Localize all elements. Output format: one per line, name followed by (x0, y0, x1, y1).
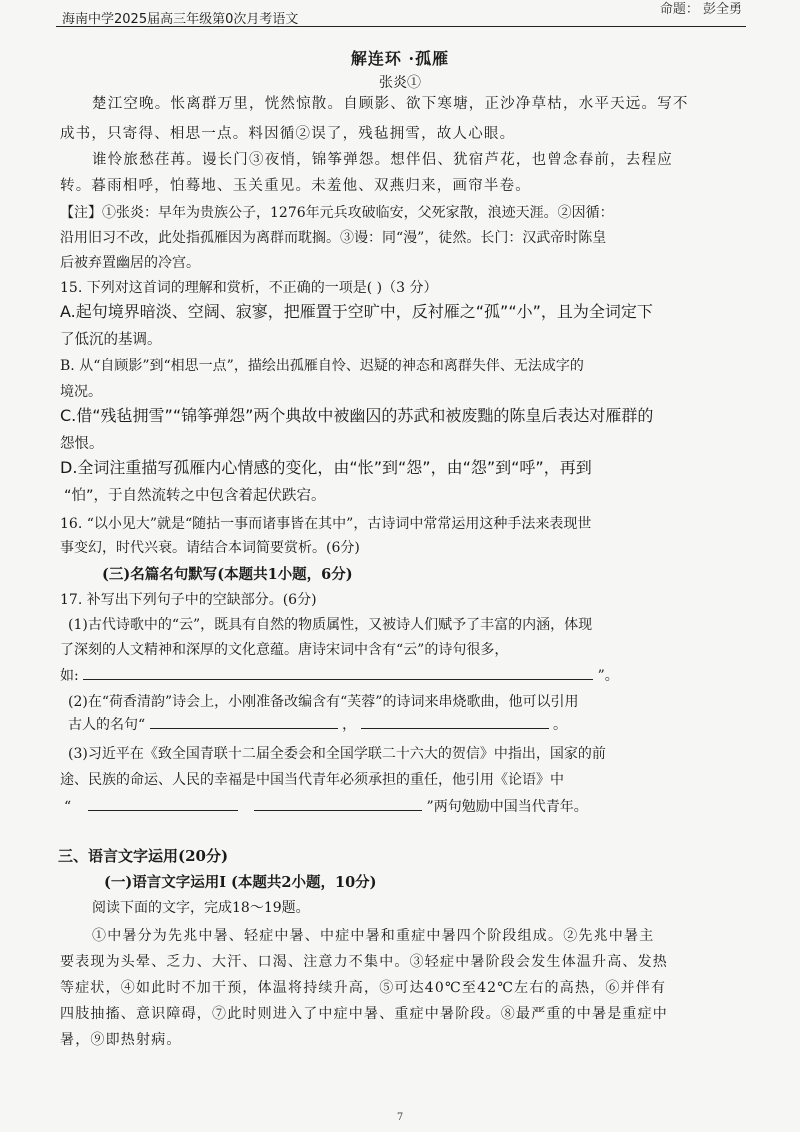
q17-part3-answer-row (64, 796, 749, 817)
passage-line: 要表现为头晕、乏力、大汗、口渴、注意力不集中。③轻症中暑阶段会发生体温升高、发热 (60, 954, 668, 970)
poem-line: 谁怜旅愁荏苒。谩长门③夜悄，锦筝弹怨。想伴侣、犹宿芦花，也曾念春前，去程应 (92, 152, 673, 168)
q17-part2-blank-1[interactable] (150, 714, 338, 729)
proposer-label: 命题： 彭全勇 (659, 2, 742, 17)
q17-part3-blank-2[interactable] (254, 796, 422, 811)
poem-line: 成书，只寄得、相思一点。料因循②误了，残毡拥雪，故人心眼。 (60, 126, 516, 142)
q15-option: 境况。 (60, 384, 102, 400)
q17-part1-blank[interactable] (83, 665, 593, 680)
page-header (56, 4, 746, 27)
q17-part2-answer-row (68, 714, 753, 735)
q17-part3-blank-1[interactable] (88, 796, 238, 811)
q15-option: C.借“残毡拥雪”“锦筝弹怨”两个典故中被幽囚的苏武和被废黜的陈皇后表达对雁群的 (60, 406, 654, 425)
q17-part2: (2)在“荷香清韵”诗会上，小刚准备改编含有“芙蓉”的诗词来串烧歌曲，他可以引用 (68, 694, 579, 710)
q17-part1-prefix: 如: (60, 668, 79, 684)
q15-option: 了低沉的基调。 (60, 332, 162, 348)
reading-instruction: 阅读下面的文字，完成18～19题。 (92, 900, 310, 916)
note-line: 【注】①张炎：早年为贵族公子，1276年元兵攻破临安，父死家散，浪迹天涯。②因循： (60, 205, 614, 221)
q16-text: 16. “以小见大”就是“随拈一事而诸事皆在其中”，古诗词中常常运用这种手法来表现世 (60, 516, 592, 532)
q17-stem: 17. 补写出下列句子中的空缺部分。(6分) (60, 592, 317, 608)
q17-part2-prefix: 古人的名句“ (68, 717, 146, 733)
q17-part1: 了深刻的人文精神和深厚的文化意蕴。唐诗宋词中含有“云”的诗句很多， (60, 642, 509, 658)
section-heading: (三)名篇名句默写(本题共1小题，6分) (102, 566, 353, 583)
q17-part2-comma: ， (342, 717, 357, 733)
poem-author: 张炎① (379, 75, 421, 91)
q15-option: B. 从“自顾影”到“相思一点”，描绘出孤雁自怜、迟疑的神态和离群失伴、无法成字的 (60, 358, 584, 374)
note-line: 后被弃置幽居的冷宫。 (60, 255, 200, 271)
passage-line: 暑，⑨即热射病。 (60, 1032, 182, 1048)
poem-line: 楚江空晚。怅离群万里，恍然惊散。自顾影、欲下寒塘，正沙净草枯，水平天远。写不 (92, 96, 689, 112)
q17-part3-suffix: ”两句勉励中国当代青年。 (426, 799, 588, 815)
q17-part1: (1)古代诗歌中的“云”，既具有自然的物质属性，又被诗人们赋予了丰富的内涵，体现 (68, 617, 593, 633)
q17-part3: (3)习近平在《致全国青联十二届全委会和全国学联二十六大的贺信》中指出，国家的前 (68, 746, 606, 762)
subsection-heading: (一)语言文字运用Ⅰ (本题共2小题，10分) (104, 874, 377, 891)
part-heading: 三、语言文字运用(20分) (58, 847, 229, 865)
q17-part3: 途、民族的命运、人民的幸福是中国当代青年必须承担的重任，他引用《论语》中 (60, 772, 564, 788)
q17-part2-blank-2[interactable] (361, 714, 549, 729)
q15-option: 怨恨。 (60, 436, 104, 452)
exam-title: 海南中学2025届高三年级第0次月考语文 (62, 12, 299, 27)
q17-part2-suffix: 。 (552, 717, 567, 733)
passage-line: 等症状，④如此时不加干预，体温将持续升高，⑤可达40℃至42℃左右的高热，⑥并伴有 (60, 980, 667, 996)
note-line: 沿用旧习不改，此处指孤雁因为离群而耽搁。③谩：同“漫”，徒然。长门：汉武帝时陈皇 (60, 230, 607, 246)
passage-line: 四肢抽搐、意识障碍，⑦此时则进入了中症中暑、重症中暑阶段。⑧最严重的中暑是重症中 (60, 1006, 668, 1022)
q17-part1-suffix: ”。 (597, 668, 619, 684)
q17-part3-prefix: “ (64, 799, 72, 815)
q15-option: “怕”，于自然流转之中包含着起伏跌宕。 (64, 488, 326, 504)
q15-option: D.全词注重描写孤雁内心情感的变化，由“怅”到“怨”，由“怨”到“呼”，再到 (60, 458, 592, 477)
page-number: 7 (396, 1112, 404, 1123)
poem-title: 解连环 ·孤雁 (350, 49, 450, 68)
poem-line: 转。暮雨相呼，怕蓦地、玉关重见。未羞他、双燕归来，画帘半卷。 (60, 178, 531, 194)
q16-text: 事变幻，时代兴衰。请结合本词简要赏析。(6分) (60, 540, 360, 556)
passage-line: ①中暑分为先兆中暑、轻症中暑、中症中暑和重症中暑四个阶段组成。②先兆中暑主 (92, 928, 655, 944)
q15-option: A.起句境界暗淡、空阔、寂寥，把雁置于空旷中，反衬雁之“孤”“小”，且为全词定下 (60, 302, 653, 321)
q15-stem: 15. 下列对这首词的理解和赏析，不正确的一项是( )（3 分） (60, 280, 438, 296)
q17-part1-answer-row (60, 665, 745, 686)
